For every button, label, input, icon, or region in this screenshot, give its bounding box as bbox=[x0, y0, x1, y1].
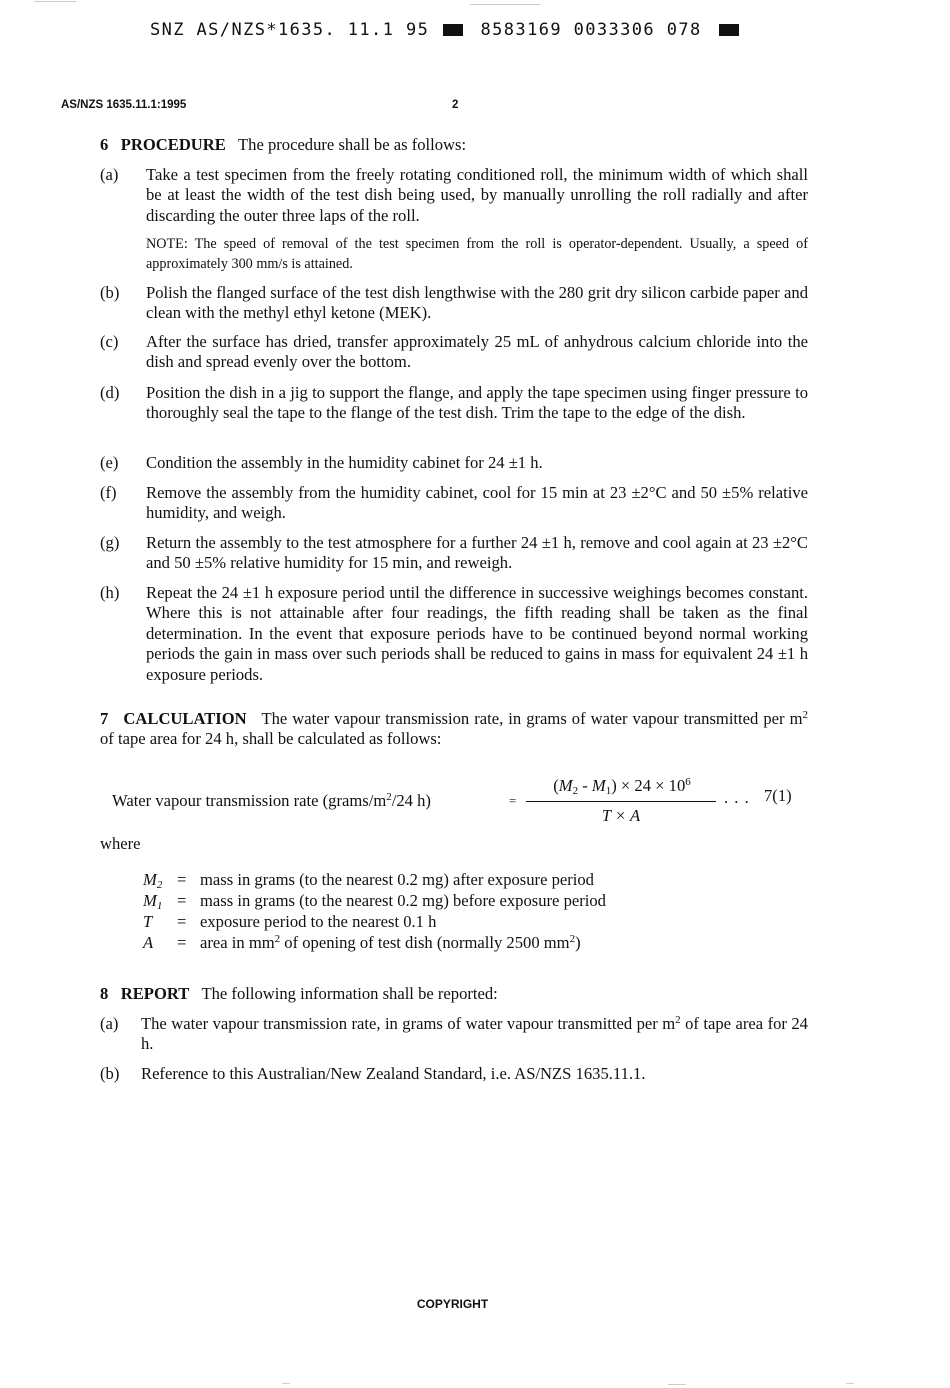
definition-equals: = bbox=[177, 891, 187, 910]
where-label: where bbox=[100, 834, 141, 853]
equation-denominator: T × A bbox=[601, 806, 641, 825]
scan-mark bbox=[282, 1383, 290, 1384]
list-item-text: The water vapour transmission rate, in grams of water vapour transmitted per m bbox=[141, 1014, 676, 1033]
equation-dots: . . . bbox=[724, 788, 750, 807]
subscript: 2 bbox=[156, 879, 163, 891]
superscript: 2 bbox=[802, 709, 808, 721]
definition-text bbox=[200, 933, 581, 953]
section-8-heading bbox=[100, 984, 498, 1004]
variable: M bbox=[143, 891, 157, 910]
list-item: Repeat the 24 ±1 h exposure period until the difference in successive weighings becomes constant. Where this is not attainable after four readings, the fifth reading shall be taken as the final determination. In the event that exposure periods have to be continued beyond normal working periods the gain in mass over such periods shall be reduced to gains in mass for equivalent 24 ±1 h exposure periods. bbox=[146, 583, 808, 684]
section-6-heading bbox=[100, 135, 466, 155]
list-label: (e) bbox=[100, 453, 119, 472]
equation-lhs bbox=[112, 791, 431, 811]
superscript: 2 bbox=[569, 933, 576, 945]
definition-text-part: area in mm bbox=[200, 933, 275, 952]
section-title: CALCULATION bbox=[123, 709, 247, 728]
list-label: (a) bbox=[100, 1014, 119, 1033]
block-mark-icon bbox=[443, 24, 463, 36]
list-item: After the surface has dried, transfer approximately 25 mL of anhydrous calcium chloride into the dish and spread evenly over the bottom. bbox=[146, 332, 808, 372]
scan-mark bbox=[668, 1384, 686, 1385]
equation-reference: 7(1) bbox=[764, 786, 792, 805]
definition-text: exposure period to the nearest 0.1 h bbox=[200, 912, 437, 931]
superscript: 6 bbox=[685, 776, 691, 788]
definition-symbol bbox=[143, 870, 162, 890]
operator: - bbox=[578, 776, 592, 795]
list-item: Reference to this Australian/New Zealand Standard, i.e. AS/NZS 1635.11.1. bbox=[141, 1064, 646, 1083]
section-title: REPORT bbox=[120, 984, 190, 1003]
variable: M bbox=[591, 776, 606, 795]
subscript: 2 bbox=[572, 785, 579, 797]
section-number: 6 bbox=[100, 135, 109, 154]
copyright-notice: COPYRIGHT bbox=[416, 1297, 489, 1311]
document-code-line bbox=[150, 20, 739, 40]
section-intro: The following information shall be reported: bbox=[201, 984, 498, 1003]
definition-symbol bbox=[143, 891, 162, 911]
superscript: 2 bbox=[675, 1014, 681, 1026]
superscript: 2 bbox=[274, 933, 281, 945]
subscript: 1 bbox=[156, 900, 163, 912]
definition-equals: = bbox=[177, 912, 187, 931]
list-item: Take a test specimen from the freely rotating conditioned roll, the minimum width of which shall be at least the width of the test dish being used, by manually unrolling the roll radially and after discarding the outer three laps of the roll. bbox=[146, 165, 808, 225]
scan-mark bbox=[34, 1, 76, 2]
list-label: (h) bbox=[100, 583, 120, 602]
list-label: (c) bbox=[100, 332, 119, 351]
subscript: 1 bbox=[605, 785, 612, 797]
list-label: (g) bbox=[100, 533, 120, 552]
list-label: (b) bbox=[100, 1064, 120, 1083]
variable: M bbox=[143, 870, 157, 889]
document-code-left: SNZ AS/NZS*1635. 11.1 95 bbox=[150, 20, 430, 40]
section-intro: The water vapour transmission rate, in grams of water vapour transmitted per m bbox=[261, 709, 803, 728]
page-number: 2 bbox=[452, 99, 459, 111]
definition-equals: = bbox=[177, 933, 187, 952]
superscript: 2 bbox=[386, 791, 392, 803]
definition-text-part: ) bbox=[575, 933, 581, 952]
section-number: 8 bbox=[100, 984, 109, 1003]
note: NOTE: The speed of removal of the test specimen from the roll is operator-dependent. Usually, a speed of approximately 300 mm/s is attained. bbox=[146, 236, 808, 272]
list-item bbox=[141, 1014, 808, 1055]
scan-mark bbox=[470, 4, 540, 5]
equals-sign: = bbox=[509, 793, 517, 808]
section-intro-end: of tape area for 24 h, shall be calculated as follows: bbox=[100, 729, 442, 749]
section-7-heading bbox=[100, 709, 808, 750]
list-item: Remove the assembly from the humidity cabinet, cool for 15 min at 23 ±2°C and 50 ±5% relative humidity, and weigh. bbox=[146, 483, 808, 523]
document-code-right: 8583169 0033306 078 bbox=[480, 20, 702, 40]
definition-equals: = bbox=[177, 870, 187, 889]
definition-symbol: T bbox=[143, 912, 153, 931]
variable: M bbox=[558, 776, 573, 795]
list-item-text: of tape area for 24 h. bbox=[141, 1014, 808, 1054]
list-item: Return the assembly to the test atmosphere for a further 24 ±1 h, remove and cool again at 23 ±2°C and 50 ±5% relative humidity for 15 min, and reweigh. bbox=[146, 533, 808, 573]
definition-text: mass in grams (to the nearest 0.2 mg) before exposure period bbox=[200, 891, 606, 910]
section-number: 7 bbox=[100, 709, 109, 728]
definition-text: mass in grams (to the nearest 0.2 mg) after exposure period bbox=[200, 870, 594, 889]
list-label: (f) bbox=[100, 483, 117, 502]
numerator-rest: ) × 24 × 10 bbox=[611, 776, 686, 795]
fraction-bar bbox=[526, 801, 716, 802]
section-intro: The procedure shall be as follows: bbox=[238, 135, 467, 154]
definition-text-part: of opening of test dish (normally 2500 mm bbox=[280, 933, 570, 952]
list-label: (b) bbox=[100, 283, 120, 302]
block-mark-icon bbox=[719, 24, 739, 36]
list-item: Position the dish in a jig to support the flange, and apply the tape specimen using finger pressure to thoroughly seal the tape to the flange of the test dish. Trim the tape to the edge of the dish. bbox=[146, 383, 808, 423]
list-label: (d) bbox=[100, 383, 120, 402]
equation-lhs-text: Water vapour transmission rate (grams/m bbox=[112, 791, 387, 810]
list-item: Polish the flanged surface of the test dish lengthwise with the 280 grit dry silicon carbide paper and clean with the methyl ethyl ketone (MEK). bbox=[146, 283, 808, 323]
section-title: PROCEDURE bbox=[120, 135, 226, 154]
list-item: Condition the assembly in the humidity cabinet for 24 ±1 h. bbox=[146, 453, 543, 472]
standard-number: AS/NZS 1635.11.1:1995 bbox=[61, 99, 187, 111]
equation-lhs-end: /24 h) bbox=[391, 791, 431, 810]
scan-mark bbox=[846, 1383, 854, 1384]
definition-symbol: A bbox=[143, 933, 154, 952]
equation-numerator bbox=[528, 776, 716, 796]
list-label: (a) bbox=[100, 165, 119, 184]
paren: ( bbox=[553, 776, 559, 795]
